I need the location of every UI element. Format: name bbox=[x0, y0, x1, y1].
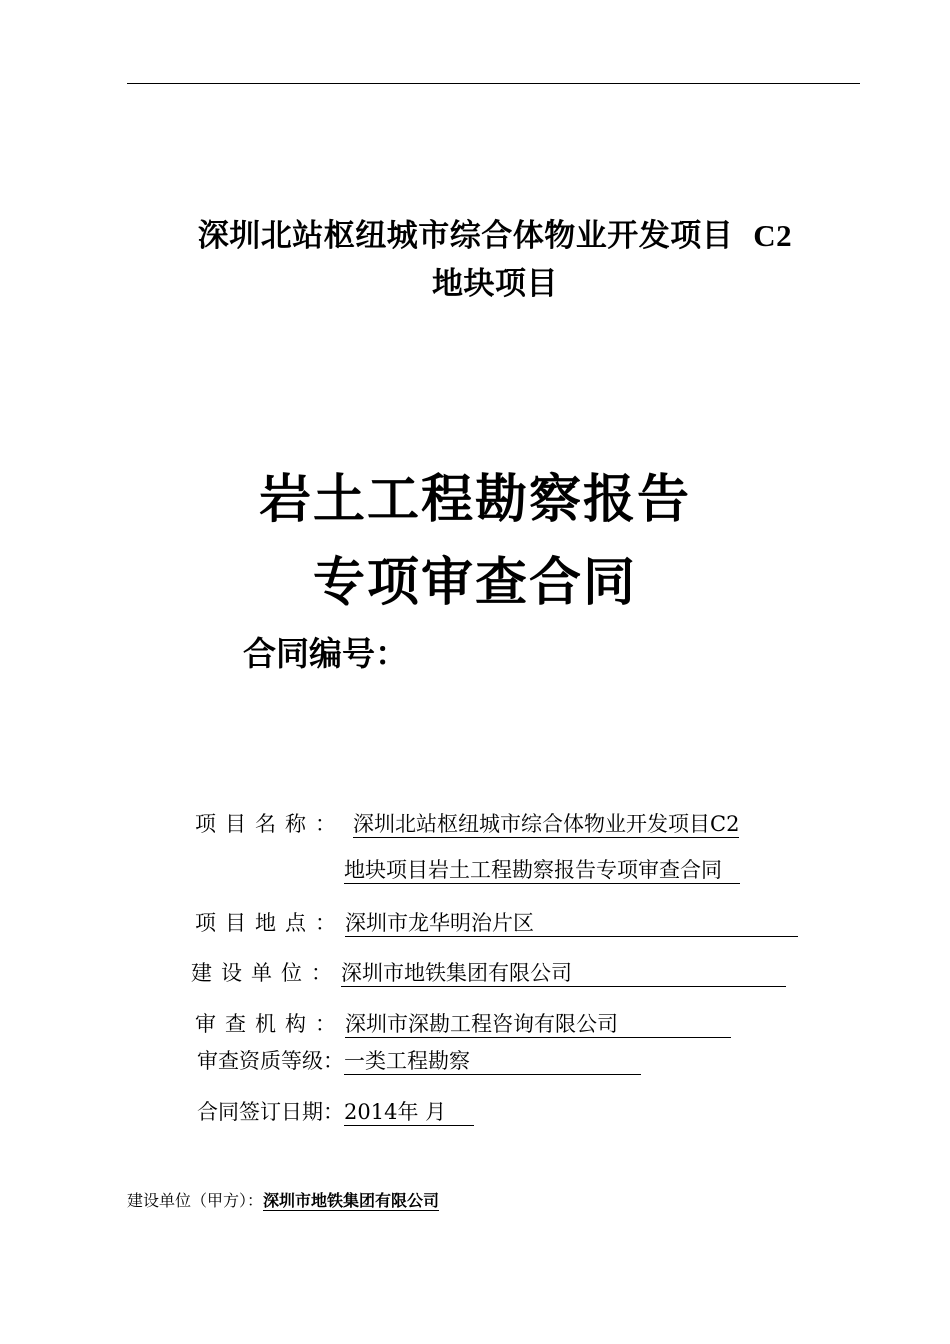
project-name-row-2 bbox=[344, 857, 740, 884]
party-a-label: 建设单位（甲方）： bbox=[127, 1191, 264, 1210]
builder-value: 深圳市地铁集团有限公司 bbox=[341, 960, 786, 987]
builder-label: 建设单位： bbox=[191, 961, 341, 985]
project-name-value-2: 地块项目岩土工程勘察报告专项审查合同 bbox=[344, 857, 740, 884]
signing-date-row bbox=[197, 1096, 474, 1126]
project-location-label: 项目地点： bbox=[195, 911, 345, 935]
project-name-value-1: 深圳北站枢纽城市综合体物业开发项目C2 bbox=[353, 812, 740, 836]
project-title-line1: 深圳北站枢纽城市综合体物业开发项目 bbox=[197, 218, 734, 254]
top-rule bbox=[127, 83, 860, 84]
builder-row bbox=[191, 957, 786, 987]
party-a-row bbox=[127, 1188, 439, 1211]
project-location-row bbox=[195, 907, 798, 937]
signing-date-value: 2014年 月 bbox=[344, 1099, 474, 1126]
reviewer-label: 审查机构： bbox=[195, 1012, 345, 1036]
project-name-row bbox=[195, 808, 739, 838]
qualification-label: 审查资质等级： bbox=[197, 1049, 344, 1073]
project-title-c2: C2 bbox=[753, 218, 793, 253]
reviewer-value: 深圳市深勘工程咨询有限公司 bbox=[345, 1011, 731, 1038]
qualification-value: 一类工程勘察 bbox=[344, 1048, 641, 1075]
document-title-line1: 岩土工程勘察报告 bbox=[258, 470, 691, 530]
contract-number-label: 合同编号： bbox=[243, 634, 408, 673]
document-title-line2: 专项审查合同 bbox=[312, 553, 637, 613]
project-title-line2: 地块项目 bbox=[432, 266, 558, 302]
project-location-value: 深圳市龙华明治片区 bbox=[345, 910, 798, 937]
qualification-row bbox=[197, 1045, 641, 1075]
project-name-label: 项目名称： bbox=[195, 812, 345, 836]
party-a-value: 深圳市地铁集团有限公司 bbox=[263, 1191, 440, 1210]
project-title bbox=[120, 212, 870, 308]
reviewer-row bbox=[195, 1008, 731, 1038]
signing-date-label: 合同签订日期： bbox=[197, 1100, 344, 1124]
